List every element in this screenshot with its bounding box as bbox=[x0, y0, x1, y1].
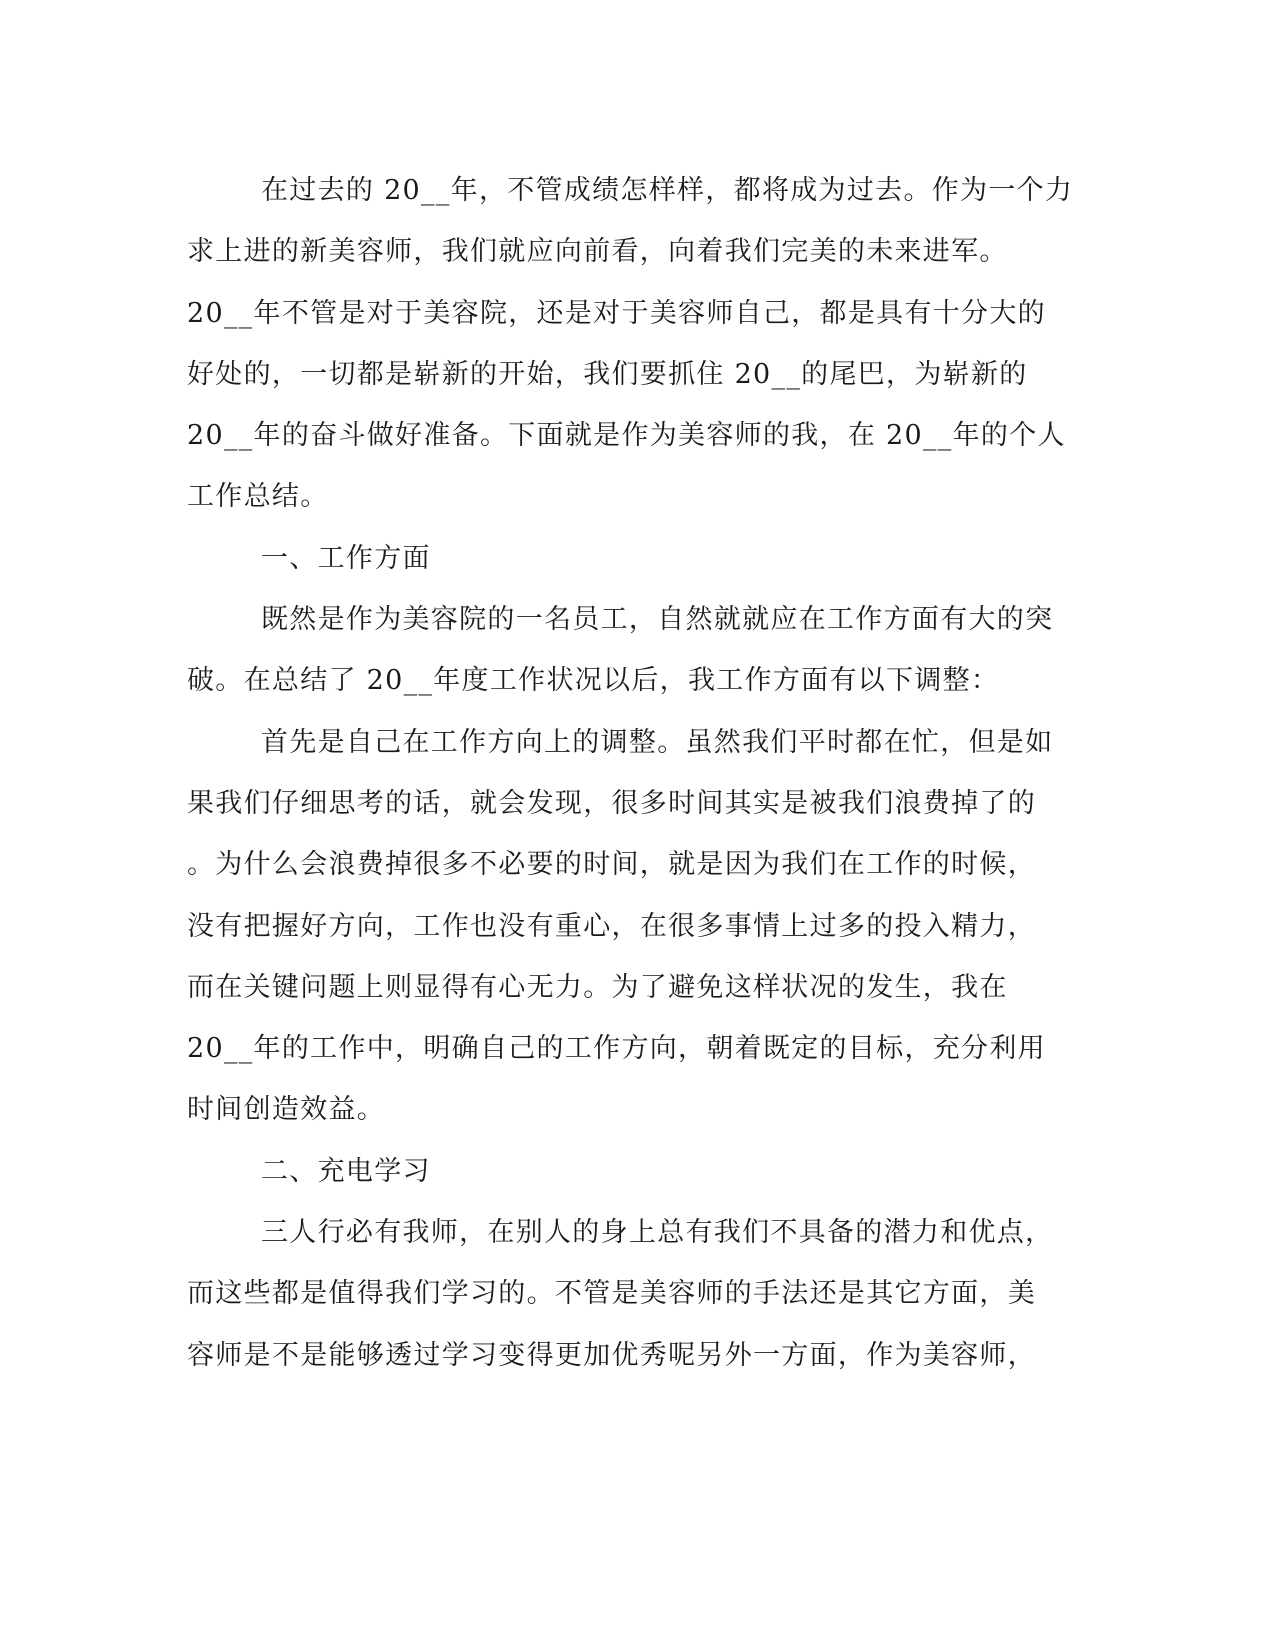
paragraph-line: 工作总结。 bbox=[187, 481, 329, 513]
paragraph-line: 首先是自己在工作方向上的调整。虽然我们平时都在忙，但是如 bbox=[261, 726, 1054, 758]
paragraph-line: 好处的，一切都是崭新的开始，我们要抓住 20__的尾巴，为崭新的 bbox=[187, 358, 1028, 390]
paragraph-line: 而在关键问题上则显得有心无力。为了避免这样状况的发生，我在 bbox=[187, 971, 1008, 1003]
paragraph-line: 在过去的 20__年，不管成绩怎样样，都将成为过去。作为一个力 bbox=[261, 175, 1074, 206]
paragraph-line: 。为什么会浪费掉很多不必要的时间，就是因为我们在工作的时候， bbox=[187, 849, 1036, 881]
paragraph-line: 三人行必有我师，在别人的身上总有我们不具备的潜力和优点， bbox=[261, 1217, 1054, 1249]
paragraph-line: 求上进的新美容师，我们就应向前看，向着我们完美的未来进军。 bbox=[187, 236, 1008, 268]
section-heading-work: 一、工作方面 bbox=[261, 542, 431, 574]
paragraph-line: 既然是作为美容院的一名员工，自然就就应在工作方面有大的突 bbox=[261, 604, 1054, 636]
document-body bbox=[187, 160, 1077, 1386]
paragraph-line: 果我们仔细思考的话，就会发现，很多时间其实是被我们浪费掉了的 bbox=[187, 787, 1036, 819]
paragraph-line: 容师是不是能够透过学习变得更加优秀呢另外一方面，作为美容师， bbox=[187, 1339, 1036, 1371]
paragraph-line: 20__年不管是对于美容院，还是对于美容师自己，都是具有十分大的 bbox=[187, 297, 1046, 329]
paragraph-line: 没有把握好方向，工作也没有重心，在很多事情上过多的投入精力， bbox=[187, 910, 1036, 942]
section-heading-study: 二、充电学习 bbox=[261, 1155, 431, 1187]
paragraph-line: 20__年的奋斗做好准备。下面就是作为美容师的我，在 20__年的个人 bbox=[187, 420, 1066, 452]
paragraph-line: 20__年的工作中，明确自己的工作方向，朝着既定的目标，充分利用 bbox=[187, 1033, 1046, 1065]
paragraph-line: 而这些都是值得我们学习的。不管是美容师的手法还是其它方面，美 bbox=[187, 1278, 1036, 1310]
paragraph-line: 破。在总结了 20__年度工作状况以后，我工作方面有以下调整： bbox=[187, 665, 1000, 697]
paragraph-line: 时间创造效益。 bbox=[187, 1094, 386, 1126]
